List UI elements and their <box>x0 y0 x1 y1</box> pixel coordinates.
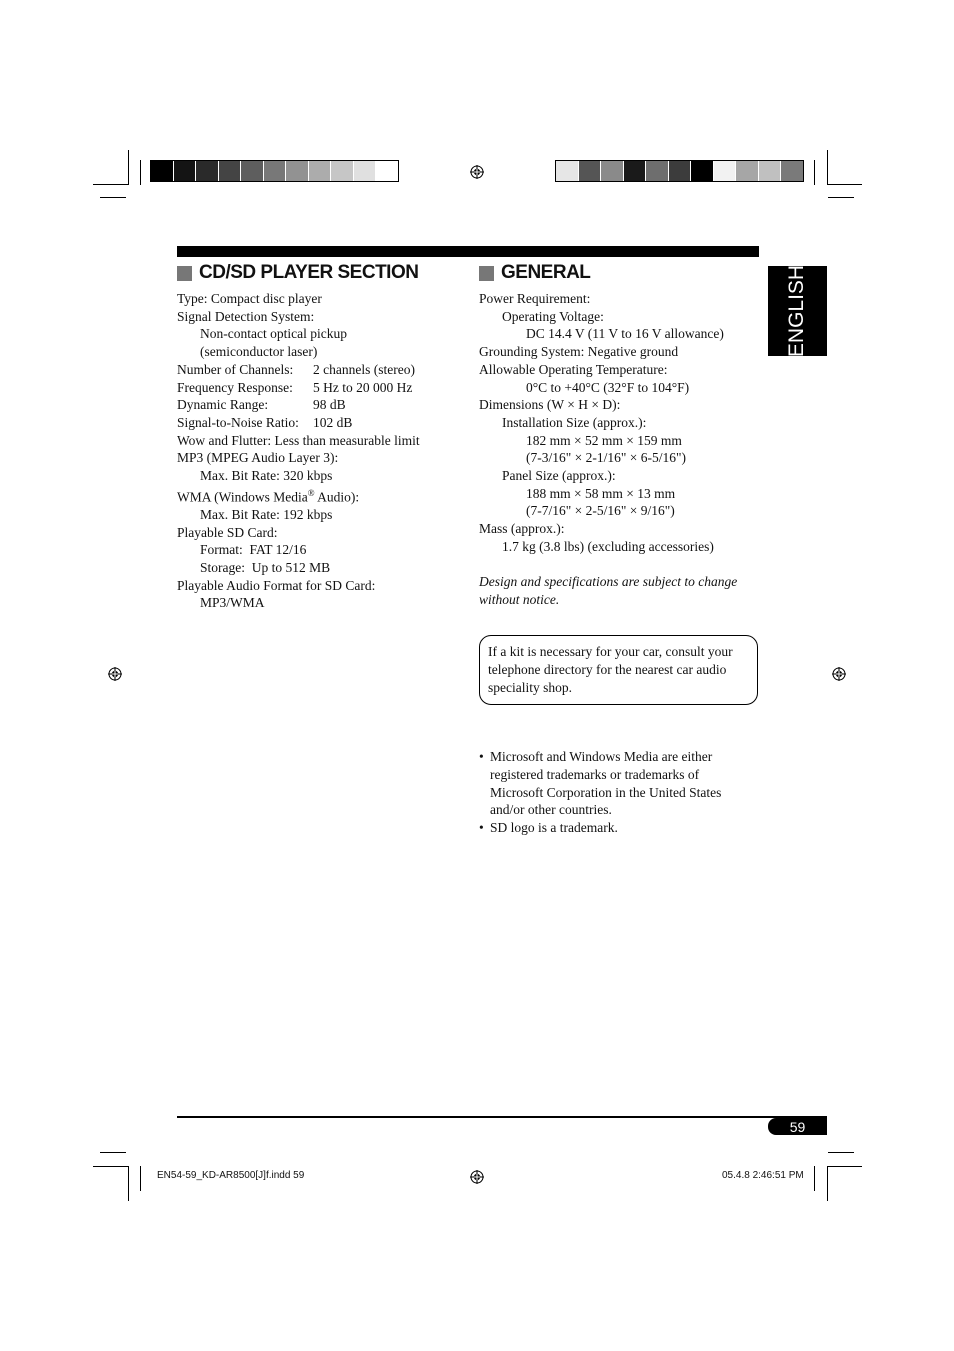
language-tab <box>768 266 827 356</box>
color-swatch <box>624 161 647 181</box>
spec-line: MP3/WMA <box>200 595 265 611</box>
color-swatch <box>781 161 803 181</box>
trademark-list <box>479 748 759 837</box>
spec-line: Signal Detection System: <box>177 308 315 324</box>
spec-row <box>177 361 457 379</box>
trademark-line: registered trademarks or trademarks of <box>490 766 700 782</box>
spec-value: 98 dB <box>313 397 346 413</box>
color-swatch <box>646 161 669 181</box>
color-swatch <box>286 161 309 181</box>
section-square-icon <box>177 266 192 281</box>
spec-line <box>177 541 457 559</box>
spec-line: 188 mm × 58 mm × 13 mm <box>526 485 676 501</box>
footer-timestamp: 05.4.8 2:46:51 PM <box>722 1170 804 1181</box>
spec-label: Number of Channels: <box>177 361 294 377</box>
spec-label: Storage: <box>200 560 245 576</box>
spec-line: (semiconductor laser) <box>200 344 318 360</box>
color-swatch <box>759 161 782 181</box>
kit-notice-line: telephone directory for the nearest car audio <box>488 662 727 677</box>
spec-line: Playable Audio Format for SD Card: <box>177 577 376 593</box>
registration-mark-icon <box>470 165 484 179</box>
color-bar-left <box>150 160 399 182</box>
spec-value: 102 dB <box>313 414 353 430</box>
color-swatch <box>376 161 398 181</box>
color-swatch <box>151 161 174 181</box>
color-swatch <box>241 161 264 181</box>
color-bar-right <box>555 160 804 182</box>
spec-line: Grounding System: Negative ground <box>479 344 679 360</box>
spec-line <box>177 485 457 506</box>
spec-line: Allowable Operating Temperature: <box>479 361 668 377</box>
kit-notice-line: speciality shop. <box>488 680 572 695</box>
spec-row <box>177 379 457 397</box>
spec-line: Wow and Flutter: Less than measurable limit <box>177 432 420 448</box>
spec-line: Non-contact optical pickup <box>200 326 347 342</box>
trademark-line: Microsoft Corporation in the United States <box>490 784 722 800</box>
trademark-item <box>479 819 759 837</box>
spec-line: DC 14.4 V (11 V to 16 V allowance) <box>526 326 724 342</box>
spec-label: Signal-to-Noise Ratio: <box>177 414 299 430</box>
color-swatch <box>309 161 332 181</box>
spec-value: 5 Hz to 20 000 Hz <box>313 379 413 395</box>
spec-line: Max. Bit Rate: 320 kbps <box>200 468 333 484</box>
color-swatch <box>219 161 242 181</box>
footer-rule <box>177 1116 827 1118</box>
spec-row <box>177 396 457 414</box>
color-swatch <box>579 161 602 181</box>
color-swatch <box>556 161 579 181</box>
spec-value: 2 channels (stereo) <box>313 361 415 377</box>
language-tab-label: ENGLISH <box>785 264 809 358</box>
spec-line: MP3 (MPEG Audio Layer 3): <box>177 450 339 466</box>
spec-line: Mass (approx.): <box>479 521 565 537</box>
color-swatch <box>736 161 759 181</box>
general-section-heading <box>479 262 590 284</box>
page-number: 59 <box>768 1118 827 1135</box>
spec-line: Type: Compact disc player <box>177 291 322 306</box>
color-swatch <box>196 161 219 181</box>
trademark-item <box>479 748 759 819</box>
spec-label: Dynamic Range: <box>177 397 269 413</box>
spec-label: Frequency Response: <box>177 379 293 395</box>
registration-mark-icon <box>108 667 122 681</box>
header-rule <box>177 246 759 257</box>
registered-mark: ® <box>307 487 315 498</box>
cd-section-title: CD/SD PLAYER SECTION <box>199 262 419 283</box>
bullet: • <box>479 820 484 836</box>
color-swatch <box>264 161 287 181</box>
spec-line: Panel Size (approx.): <box>502 468 616 484</box>
spec-note: Design and specifications are subject to change <box>479 574 738 590</box>
spec-line: Power Requirement: <box>479 291 591 306</box>
spec-note: without notice. <box>479 591 560 607</box>
cd-section-body <box>177 290 457 612</box>
color-swatch <box>331 161 354 181</box>
trademark-line: SD logo is a trademark. <box>490 820 618 836</box>
cd-section-heading <box>177 262 418 284</box>
spec-line: Playable SD Card: <box>177 524 278 540</box>
spec-label: Format: <box>200 542 243 558</box>
color-swatch <box>354 161 377 181</box>
wma-text-b: Audio): <box>314 489 360 505</box>
color-swatch <box>691 161 714 181</box>
color-swatch <box>174 161 197 181</box>
spec-line: 1.7 kg (3.8 lbs) (excluding accessories) <box>502 538 714 554</box>
spec-line: Installation Size (approx.): <box>502 414 647 430</box>
color-swatch <box>714 161 737 181</box>
spec-line: Max. Bit Rate: 192 kbps <box>200 506 333 522</box>
spec-line: 0°C to +40°C (32°F to 104°F) <box>526 379 690 395</box>
kit-notice-box <box>479 635 758 705</box>
registration-mark-icon <box>470 1170 484 1184</box>
general-section-body <box>479 290 764 609</box>
spec-line <box>177 559 457 577</box>
general-section-title: GENERAL <box>501 262 591 283</box>
color-swatch <box>669 161 692 181</box>
registration-mark-icon <box>832 667 846 681</box>
spec-line: (7-7/16" × 2-5/16" × 9/16") <box>526 503 675 519</box>
wma-text-a: WMA (Windows Media <box>177 489 308 505</box>
section-square-icon <box>479 266 494 281</box>
spec-line: 182 mm × 52 mm × 159 mm <box>526 432 682 448</box>
trademark-line: Microsoft and Windows Media are either <box>490 749 713 764</box>
color-swatch <box>601 161 624 181</box>
spec-row <box>177 414 457 432</box>
trademark-line: and/or other countries. <box>490 802 612 818</box>
spec-value: Up to 512 MB <box>251 560 331 576</box>
spec-value: FAT 12/16 <box>249 542 307 558</box>
bullet: • <box>479 749 484 764</box>
spec-line: Operating Voltage: <box>502 308 604 324</box>
spec-line: (7-3/16" × 2-1/16" × 6-5/16") <box>526 450 686 466</box>
kit-notice-line: If a kit is necessary for your car, consult your <box>488 644 733 659</box>
footer-file-info: EN54-59_KD-AR8500[J]f.indd 59 <box>157 1170 305 1181</box>
spec-line: Dimensions (W × H × D): <box>479 397 621 413</box>
